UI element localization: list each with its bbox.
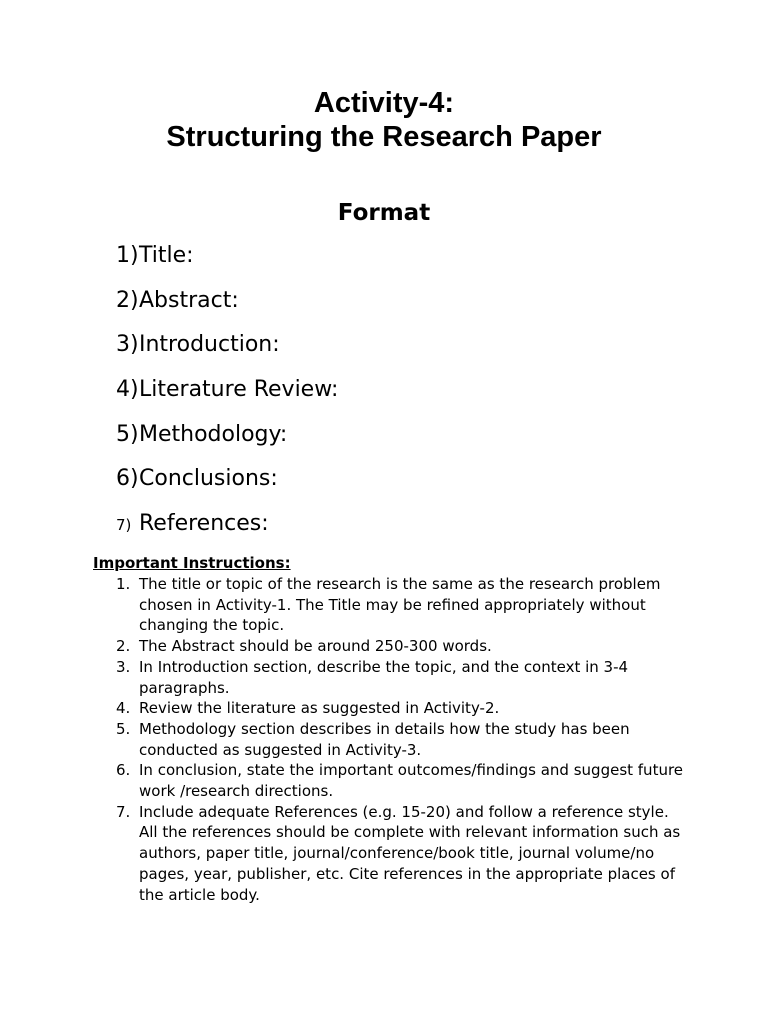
format-item-number: 2) <box>116 288 139 313</box>
instruction-text: In conclusion, state the important outcomes/findings and suggest future work /research directions. <box>139 761 684 801</box>
format-item-number: 5) <box>116 422 139 447</box>
format-item-label: Introduction: <box>139 332 280 357</box>
instruction-number: 7. <box>116 802 131 821</box>
instruction-number: 1. <box>116 575 131 593</box>
format-item-title <box>116 241 194 271</box>
format-item-conclusions <box>116 464 278 494</box>
instruction-text: In Introduction section, describe the topic, and the context in 3-4 paragraphs. <box>139 657 629 697</box>
format-item-abstract <box>116 286 239 316</box>
format-item-introduction <box>116 330 280 360</box>
instruction-item <box>0 802 768 906</box>
instruction-number: 5. <box>116 719 131 738</box>
instruction-text: Methodology section describes in details how the study has been conducted as suggested in Activity-3. <box>139 719 630 759</box>
instruction-number: 3. <box>116 657 131 676</box>
format-heading: Format <box>337 200 431 226</box>
format-item-references <box>116 509 269 539</box>
format-item-number: 1) <box>116 243 139 268</box>
instruction-item <box>0 657 768 698</box>
instruction-item <box>0 760 768 801</box>
instruction-text: Review the literature as suggested in Activity-2. <box>139 699 500 718</box>
instruction-text: The title or topic of the research is the same as the research problem chosen in Activity-1. The Title may be refined appropriately without changing the topic. <box>139 575 661 635</box>
instruction-number: 6. <box>116 761 131 780</box>
format-item-label: Conclusions: <box>139 466 278 491</box>
format-item-label: Methodology: <box>139 422 288 447</box>
instruction-text: Include adequate References (e.g. 15-20) and follow a reference style. All the references should be complete with relevant information such as authors, paper title, journal/conference/book title, journal volume/no pages, year, publisher, etc. Cite references in the appropriate places of the article body. <box>139 802 681 904</box>
instruction-item <box>0 698 768 719</box>
format-item-number: 4) <box>116 377 139 402</box>
title-line-2: Structuring the Research Paper <box>166 121 602 153</box>
instructions-list <box>0 574 768 905</box>
format-item-label: Abstract: <box>139 288 239 313</box>
title-line-1: Activity-4: <box>313 87 455 119</box>
format-item-methodology <box>116 420 287 450</box>
instruction-item <box>0 719 768 760</box>
instruction-item <box>0 636 768 657</box>
format-item-literature-review <box>116 375 338 405</box>
format-item-label: Title: <box>139 243 194 268</box>
instruction-number: 2. <box>116 637 131 656</box>
instructions-heading: Important Instructions: <box>93 554 291 572</box>
instruction-number: 4. <box>116 699 131 718</box>
format-item-label: Literature Review: <box>139 377 339 402</box>
format-item-number: 6) <box>116 466 139 491</box>
format-item-number: 7) <box>116 516 132 534</box>
format-item-number: 3) <box>116 332 139 357</box>
instruction-item <box>0 574 768 636</box>
format-item-label: References: <box>139 511 269 536</box>
document-title <box>0 86 768 154</box>
instruction-text: The Abstract should be around 250-300 words. <box>139 637 492 656</box>
